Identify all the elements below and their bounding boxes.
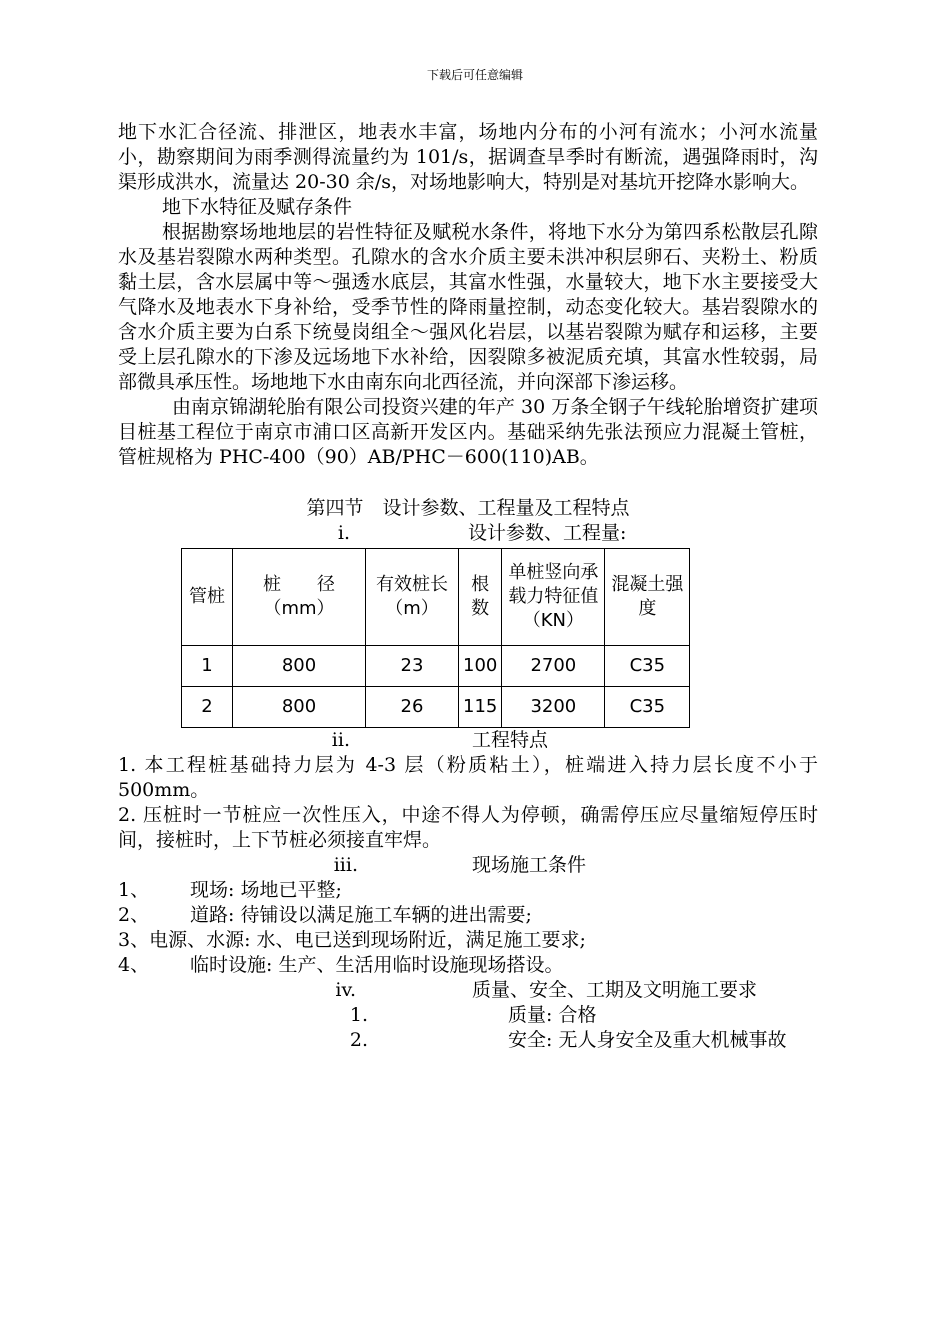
subsection-ii-number: ii.	[331, 729, 350, 751]
paragraph-project: 由南京锦湖轮胎有限公司投资兴建的年产 30 万条全钢子午线轮胎增资扩建项目桩基工程位于南京市浦口区高新开发区内。基础采纳先张法预应力混凝土管桩，管桩规格为 PHC-400（90）AB/PHC－600(110)AB。	[118, 396, 818, 468]
table-cell: 115	[459, 687, 502, 728]
paragraph-river: 地下水汇合径流、排泄区，地表水丰富，场地内分布的小河有流水；小河水流量小，勘察期间为雨季测得流量约为 101/s，据调查旱季时有断流，遇强降雨时，沟渠形成洪水，流量达 20-30 余/s，对场地影响大，特别是对基坑开挖降水影响大。	[118, 121, 818, 193]
condition-text: 电源、水源: 水、电已送到现场附近，满足施工要求;	[149, 929, 586, 951]
table-cell: 800	[233, 687, 366, 728]
requirement-number: 2.	[349, 1029, 368, 1051]
table-cell: 23	[366, 646, 459, 687]
requirement-item-2	[118, 1028, 818, 1053]
table-cell: C35	[605, 646, 690, 687]
requirement-item-1	[118, 1003, 818, 1028]
requirement-text: 安全: 无人身安全及重大机械事故	[508, 1029, 787, 1051]
document-body	[118, 120, 818, 1053]
feature-item-1: 1. 本工程桩基础持力层为 4-3 层（粉质粘土），桩端进入持力层长度不小于 500mm。	[118, 754, 818, 801]
condition-number: 1、	[118, 879, 150, 901]
condition-text: 现场: 场地已平整;	[190, 879, 342, 901]
table-header-cell: 有效桩长（m）	[366, 549, 459, 646]
subsection-iii-number: iii.	[333, 854, 358, 876]
requirement-number: 1.	[349, 1004, 368, 1026]
groundwater-heading: 地下水特征及赋存条件	[162, 196, 353, 218]
table-cell: 100	[459, 646, 502, 687]
subsection-iv-heading	[118, 978, 818, 1003]
feature-item-2: 2. 压桩时一节桩应一次性压入，中途不得人为停顿，确需停压应尽量缩短停压时间，接桩时，上下节桩必须接直牢焊。	[118, 804, 818, 851]
section-title: 第四节 设计参数、工程量及工程特点	[306, 497, 630, 519]
subsection-i-label: 设计参数、工程量:	[468, 522, 627, 544]
table-header-cell: 单桩竖向承载力特征值（KN）	[502, 549, 605, 646]
table-cell: 2	[182, 687, 233, 728]
subsection-iv-label: 质量、安全、工期及文明施工要求	[472, 979, 758, 1001]
table-row	[182, 687, 690, 728]
table-cell: 2700	[502, 646, 605, 687]
condition-number: 3、	[118, 929, 150, 951]
subsection-i-heading	[118, 521, 818, 546]
design-parameters-table	[181, 548, 690, 728]
condition-number: 4、	[118, 954, 150, 976]
requirement-text: 质量: 合格	[508, 1004, 597, 1026]
condition-item-3	[118, 928, 818, 953]
subsection-iii-heading	[118, 853, 818, 878]
subsection-i-number: i.	[337, 522, 350, 544]
table-header-cell: 桩 径（mm）	[233, 549, 366, 646]
condition-item-1	[118, 878, 818, 903]
condition-text: 临时设施: 生产、生活用临时设施现场搭设。	[190, 954, 564, 976]
table-header-cell: 混凝土强度	[605, 549, 690, 646]
header-note: 下载后可任意编辑	[426, 68, 523, 82]
subsection-iv-number: iv.	[335, 979, 356, 1001]
table-cell: 1	[182, 646, 233, 687]
condition-text: 道路: 待铺设以满足施工车辆的进出需要;	[190, 904, 532, 926]
table-header-cell: 管桩	[182, 549, 233, 646]
table-cell: 800	[233, 646, 366, 687]
table-row	[182, 646, 690, 687]
table-cell: C35	[605, 687, 690, 728]
table-cell: 3200	[502, 687, 605, 728]
condition-item-2	[118, 903, 818, 928]
table-header-cell: 根数	[459, 549, 502, 646]
condition-item-4	[118, 953, 818, 978]
paragraph-groundwater: 根据勘察场地地层的岩性特征及赋税水条件，将地下水分为第四系松散层孔隙水及基岩裂隙水两种类型。孔隙水的含水介质主要未洪冲积层卵石、夹粉土、粉质黏土层，含水层属中等～强透水底层，其富水性强，水量较大，地下水主要接受大气降水及地表水下身补给，受季节性的降雨量控制，动态变化较大。基岩裂隙水的含水介质主要为白系下统曼岗组全～强风化岩层，以基岩裂隙为赋存和运移，主要受上层孔隙水的下渗及远场地下水补给，因裂隙多被泥质充填，其富水性较弱，局部微具承压性。场地地下水由南东向北西径流，并向深部下渗运移。	[118, 221, 818, 393]
subsection-ii-label: 工程特点	[472, 729, 549, 751]
table-header-row	[182, 549, 690, 646]
condition-number: 2、	[118, 904, 150, 926]
subsection-iii-label: 现场施工条件	[472, 854, 587, 876]
table-cell: 26	[366, 687, 459, 728]
subsection-ii-heading	[118, 728, 818, 753]
